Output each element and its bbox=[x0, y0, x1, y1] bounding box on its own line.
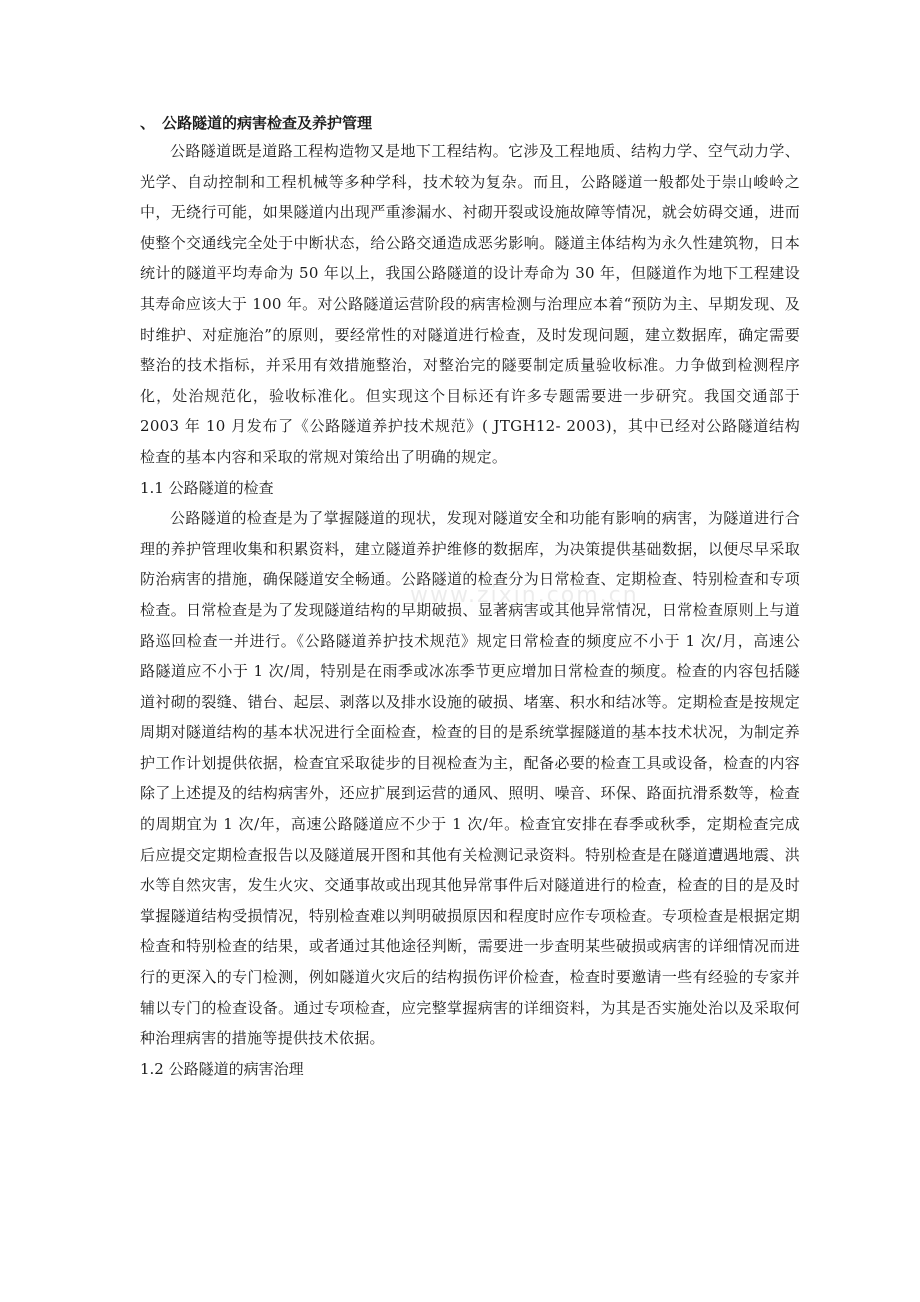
document-title bbox=[140, 110, 800, 136]
section-1-1-paragraph: 公路隧道的检查是为了掌握隧道的现状，发现对隧道安全和功能有影响的病害，为隧道进行合理的养护管理收集和积累资料，建立隧道养护维修的数据库，为决策提供基础数据，以便尽早采取防治病害的措施，确保隧道安全畅通。公路隧道的检查分为日常检查、定期检查、特别检查和专项检查。日常检查是为了发现隧道结构的早期破损、显著病害或其他异常情况，日常检查原则上与道路巡回检查一并进行。《公路隧道养护技术规范》规定日常检查的频度应不小于 1 次/月，高速公路隧道应不小于 1 次/周，特别是在雨季或冰冻季节更应增加日常检查的频度。检查的内容包括隧道衬砌的裂缝、错台、起层、剥落以及排水设施的破损、堵塞、积水和结冰等。定期检查是按规定周期对隧道结构的基本状况进行全面检查，检查的目的是系统掌握隧道的基本技术状况，为制定养护工作计划提供依据，检查宜采取徒步的目视检查为主，配备必要的检查工具或设备，检查的内容除了上述提及的结构病害外，还应扩展到运营的通风、照明、噪音、环保、路面抗滑系数等，检查的周期宜为 1 次/年，高速公路隧道应不少于 1 次/年。检查宜安排在春季或秋季，定期检查完成后应提交定期检查报告以及隧道展开图和其他有关检测记录资料。特别检查是在隧道遭遇地震、洪水等自然灾害，发生火灾、交通事故或出现其他异常事件后对隧道进行的检查，检查的目的是及时掌握隧道结构受损情况，特别检查难以判明破损原因和程度时应作专项检查。专项检查是根据定期检查和特别检查的结果，或者通过其他途径判断，需要进一步查明某些破损或病害的详细情况而进行的更深入的专门检测，例如隧道火灾后的结构损伤评价检查，检查时要邀请一些有经验的专家并辅以专门的检查设备。通过专项检查，应完整掌握病害的详细资料，为其是否实施处治以及采取何种治理病害的措施等提供技术依据。 bbox=[140, 509, 800, 1048]
title-text: 公路隧道的病害检查及养护管理 bbox=[162, 114, 373, 132]
title-bullet: 、 bbox=[140, 114, 156, 132]
intro-paragraph: 公路隧道既是道路工程构造物又是地下工程结构。它涉及工程地质、结构力学、空气动力学、光学、自动控制和工程机械等多种学科，技术较为复杂。而且，公路隧道一般都处于崇山峻岭之中，无绕行可能，如果隧道内出现严重渗漏水、衬砌开裂或设施故障等情况，就会妨碍交通，进而使整个交通线完全处于中断状态，给公路交通造成恶劣影响。隧道主体结构为永久性建筑物，日本统计的隧道平均寿命为 50 年以上，我国公路隧道的设计寿命为 30 年，但隧道作为地下工程建设其寿命应该大于 100 年。对公路隧道运营阶段的病害检测与治理应本着“预防为主、早期发现、及时维护、对症施治”的原则，要经常性的对隧道进行检查，及时发现问题，建立数据库，确定需要整治的技术指标，并采用有效措施整治，对整治完的隧要制定质量验收标准。力争做到检测程序化，处治规范化，验收标准化。但实现这个目标还有许多专题需要进一步研究。我国交通部于 2003 年 10 月发布了《公路隧道养护技术规范》( JTGH12- 2003)，其中已经对公路隧道结构检查的基本内容和采取的常规对策给出了明确的规定。 bbox=[140, 142, 800, 466]
section-1-2-heading: 1.2 公路隧道的病害治理 bbox=[140, 1059, 304, 1078]
section-1-1-heading: 1.1 公路隧道的检查 bbox=[140, 478, 274, 497]
watermark: www.zixin.com.cn bbox=[410, 583, 639, 608]
document-body bbox=[140, 110, 800, 1084]
